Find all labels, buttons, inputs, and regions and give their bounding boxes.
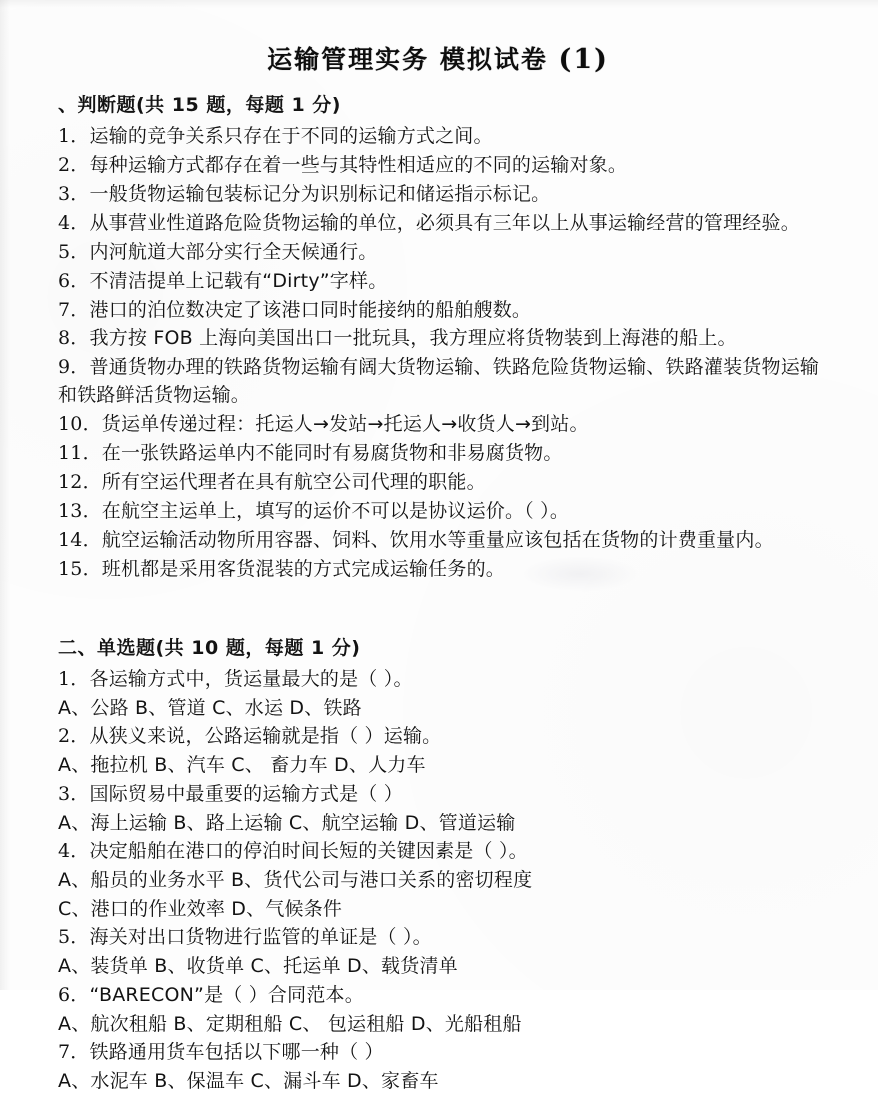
question-text: 海关对出口货物进行监管的单证是（ ）。 (89, 926, 432, 949)
question-item (58, 181, 836, 209)
question-options: A、水泥车 B、保温车 C、漏斗车 D、家畜车 (58, 1070, 439, 1093)
question-text: 运输的竞争关系只存在于不同的运输方式之间。 (89, 125, 493, 147)
question-text: 一般货物运输包装标记分为识别标记和储运指示标记。 (89, 182, 551, 205)
question-text: 从狭义来说，公路运输就是指（ ）运输。 (89, 725, 442, 748)
question-number: 6． (58, 269, 90, 292)
question-number: 2． (58, 153, 90, 176)
question-text: 每种运输方式都存在着一些与其特性相适应的不同的运输对象。 (89, 153, 628, 176)
question-options: A、拖拉机 B、汽车 C、 畜力车 D、人力车 (58, 754, 426, 777)
question-text: 在航空主运单上，填写的运价不可以是协议运价。（ ）。 (101, 499, 570, 522)
question-item (58, 666, 836, 694)
question-number: 3． (58, 782, 90, 805)
question-item (58, 1039, 836, 1067)
question-options: A、公路 B、管道 C、水运 D、铁路 (58, 696, 362, 719)
question-number: 12． (58, 471, 102, 494)
question-text: 我方按 FOB 上海向美国出口一批玩具，我方理应将货物装到上海港的船上。 (89, 327, 737, 350)
section-gap (40, 585, 836, 611)
question-item (58, 781, 836, 809)
question-item (58, 924, 836, 952)
question-item (58, 498, 836, 526)
question-number: 1． (58, 667, 90, 690)
section-2-heading-label: 二、单选题(共 10 题，每题 1 分) (58, 636, 361, 659)
question-item (58, 982, 836, 1010)
question-options: A、船员的业务水平 B、货代公司与港口关系的密切程度 (58, 869, 533, 892)
question-options: A、装货单 B、收货单 C、托运单 D、载货清单 (58, 955, 458, 978)
question-text: 从事营业性道路危险货物运输的单位，必须具有三年以上从事运输经营的管理经验。 (89, 211, 800, 234)
question-text: 港口的泊位数决定了该港口同时能接纳的船舶艘数。 (89, 298, 532, 321)
question-text: “BARECON”是（ ）合同范本。 (89, 983, 364, 1006)
question-item (58, 210, 836, 238)
question-text: 各运输方式中，货运量最大的是（ ）。 (89, 667, 413, 690)
question-number: 8． (58, 327, 90, 350)
section-2-heading (58, 633, 836, 660)
question-text: 铁路通用货车包括以下哪一种（ ） (89, 1041, 384, 1064)
page-title-main: 运输管理实务 模拟试卷 (267, 45, 548, 74)
question-text: 不清洁提单上记载有“Dirty”字样。 (89, 269, 388, 292)
question-number: 2． (58, 725, 90, 748)
question-text: 货运单传递过程：托运人→发站→托运人→收货人→到站。 (101, 413, 589, 436)
question-text: 所有空运代理者在具有航空公司代理的职能。 (101, 471, 486, 494)
question-text: 班机都是采用客货混装的方式完成运输任务的。 (101, 557, 505, 580)
question-number: 7． (58, 1041, 90, 1064)
question-item (58, 469, 836, 497)
question-text: 决定船舶在港口的停泊时间长短的关键因素是（ ）。 (89, 840, 528, 863)
question-item (58, 152, 836, 180)
section-1-heading (58, 90, 836, 117)
question-number: 3． (58, 182, 90, 205)
question-number: 15． (58, 557, 102, 580)
question-item (58, 325, 836, 353)
section-2-question-list (40, 666, 836, 1096)
question-text: 航空运输活动物所用容器、饲料、饮用水等重量应该包括在货物的计费重量内。 (101, 528, 774, 551)
question-item (58, 123, 836, 151)
question-options: A、海上运输 B、路上运输 C、航空运输 D、管道运输 (58, 811, 516, 834)
question-options: A、航次租船 B、定期租船 C、 包运租船 D、光船租船 (58, 1012, 522, 1035)
question-number: 9． (58, 356, 90, 379)
page-title-number: (1) (558, 44, 609, 75)
question-number: 14． (58, 528, 102, 551)
question-text: 普通货物办理的铁路货物运输有阔大货物运输、铁路危险货物运输、铁路灌装货物运输和铁路鲜活货物运输。 (58, 356, 820, 407)
question-item (58, 354, 836, 410)
question-number: 4． (58, 840, 90, 863)
question-item (58, 411, 836, 439)
question-number: 11． (58, 442, 102, 465)
question-item (58, 838, 836, 866)
question-item (58, 268, 836, 296)
question-item (58, 556, 836, 584)
question-item (58, 239, 836, 267)
question-text: 国际贸易中最重要的运输方式是（ ） (89, 782, 403, 805)
question-number: 4． (58, 211, 90, 234)
question-options-second-line: C、港口的作业效率 D、气候条件 (58, 897, 343, 920)
question-item (58, 527, 836, 555)
question-text: 在一张铁路运单内不能同时有易腐货物和非易腐货物。 (101, 442, 563, 465)
section-1-heading-label: 、判断题(共 15 题，每题 1 分) (58, 94, 341, 116)
question-text: 内河航道大部分实行全天候通行。 (89, 240, 378, 263)
question-item (58, 440, 836, 468)
question-number: 1． (58, 125, 90, 147)
question-number: 6． (58, 983, 90, 1006)
question-number: 5． (58, 240, 90, 263)
question-number: 5． (58, 926, 90, 949)
page-title (40, 40, 836, 76)
question-item (58, 723, 836, 751)
question-item (58, 297, 836, 325)
question-number: 10． (58, 413, 102, 436)
section-1-question-list (40, 123, 836, 584)
question-number: 7． (58, 298, 90, 321)
question-number: 13． (58, 499, 102, 522)
